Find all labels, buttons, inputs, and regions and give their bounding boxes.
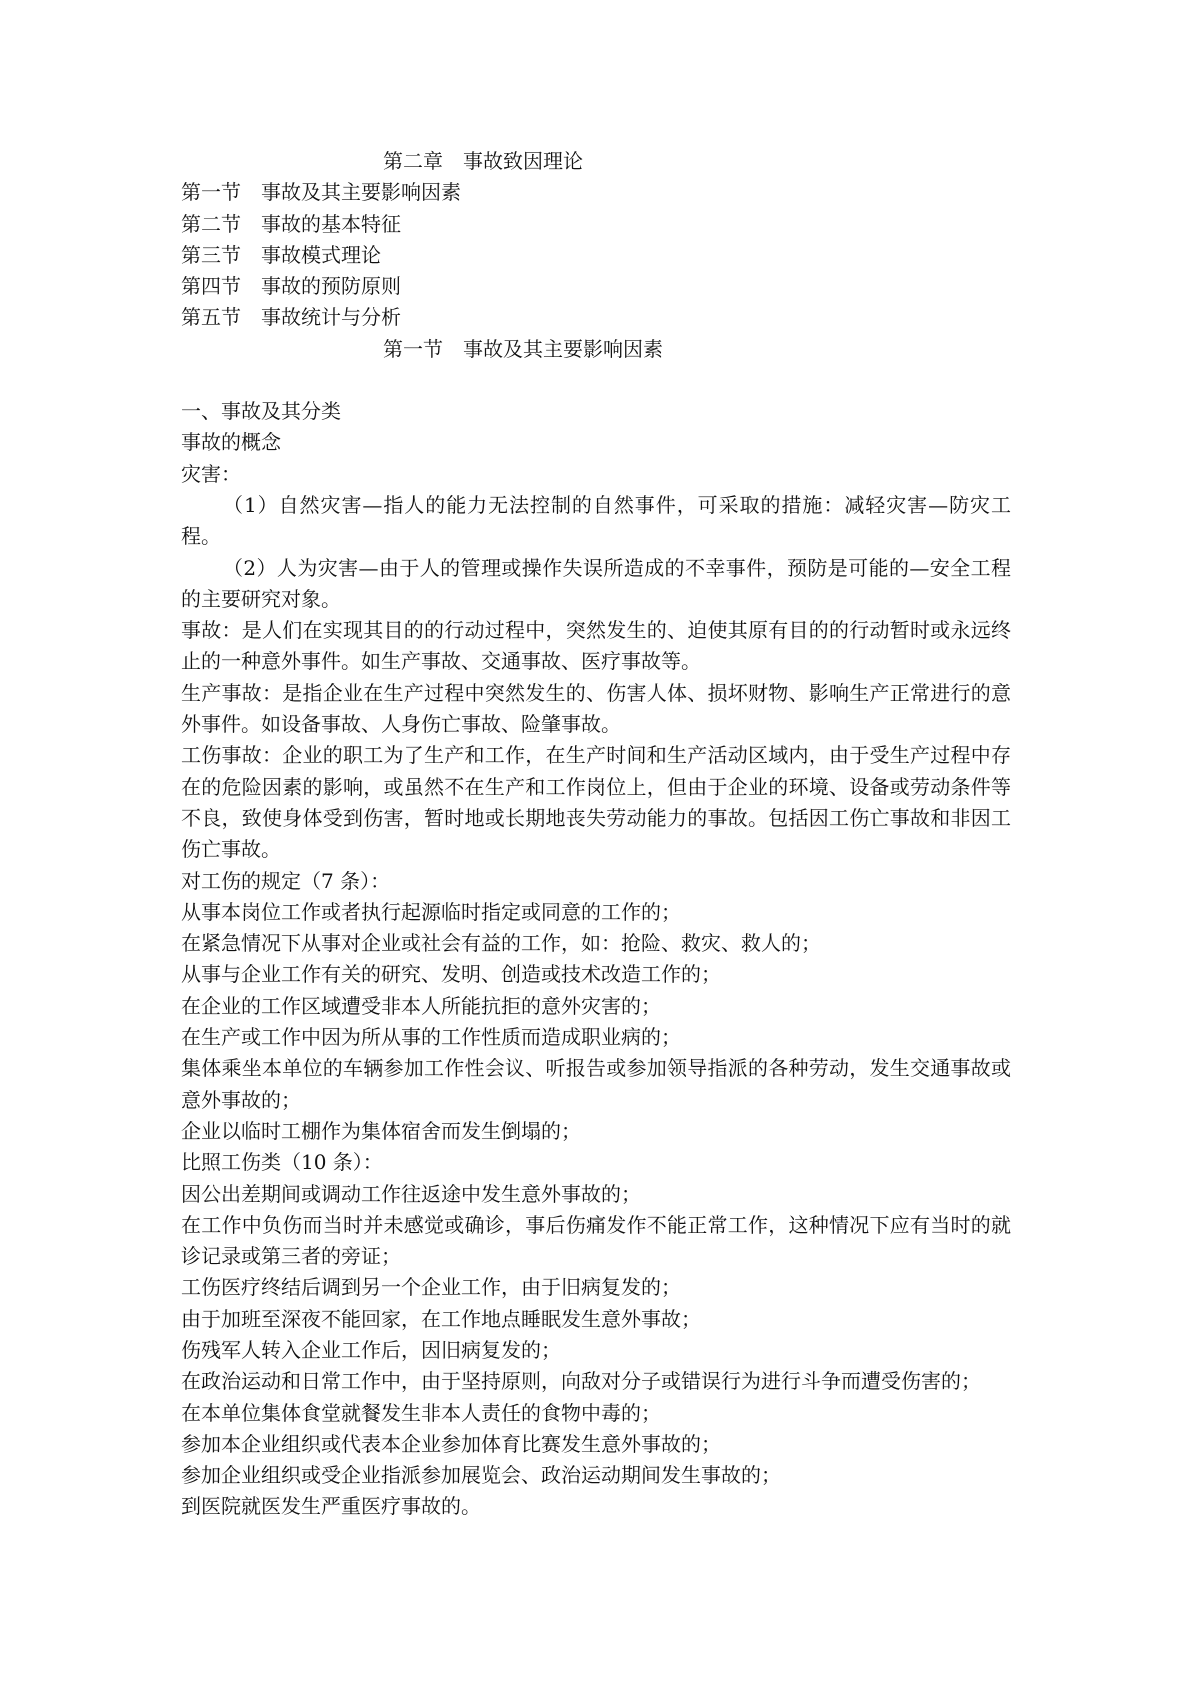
section-title: 第一节 事故及其主要影响因素 [383,336,663,361]
list-item: 从事本岗位工作或者执行起源临时指定或同意的工作的； [181,899,681,924]
disaster-item-human: （2）人为灾害—由于人的管理或操作失误所造成的不幸事件，预防是可能的—安全工程的主要研究对象。 [181,555,1011,611]
list-item: 集体乘坐本单位的车辆参加工作性会议、听报告或参加领导指派的各种劳动，发生交通事故或意外事故的； [181,1056,1011,1112]
list-item: 企业以临时工棚作为集体宿舍而发生倒塌的； [181,1118,581,1143]
table-of-contents [181,177,1011,333]
disaster-item-natural: （1）自然灾害—指人的能力无法控制的自然事件，可采取的措施：减轻灾害—防灾工程。 [181,492,1011,549]
list-item: 到医院就医发生严重医疗事故的。 [181,1494,481,1519]
heading-accident-concept: 事故的概念 [181,430,281,455]
list-item: 在政治运动和日常工作中，由于坚持原则，向敌对分子或错误行为进行斗争而遭受伤害的； [181,1369,981,1394]
list-item: 在企业的工作区域遭受非本人所能抗拒的意外灾害的； [181,993,661,1018]
list-item: 伤残军人转入企业工作后，因旧病复发的； [181,1337,561,1362]
list-item: 在工作中负伤而当时并未感觉或确诊，事后伤痛发作不能正常工作，这种情况下应有当时的就诊记录或第三者的旁证； [181,1212,1011,1269]
list-item: 在本单位集体食堂就餐发生非本人责任的食物中毒的； [181,1400,661,1425]
definition-production-accident: 生产事故：是指企业在生产过程中突然发生的、伤害人体、损坏财物、影响生产正常进行的意外事件。如设备事故、人身伤亡事故、险肇事故。 [181,680,1011,737]
list-item: 由于加班至深夜不能回家，在工作地点睡眠发生意外事故； [181,1306,701,1331]
work-injury-heading: 对工伤的规定（7 条）： [181,868,391,893]
comparable-injury-list [181,1179,1011,1523]
list-item: 参加企业组织或受企业指派参加展览会、政治运动期间发生事故的； [181,1463,781,1488]
list-item: 在生产或工作中因为所从事的工作性质而造成职业病的； [181,1025,681,1050]
spacer [181,365,1011,396]
document-page [181,146,1011,1523]
definition-accident: 事故：是人们在实现其目的的行动过程中，突然发生的、迫使其原有目的的行动暂时或永远终止的一种意外事件。如生产事故、交通事故、医疗事故等。 [181,618,1011,674]
toc-item: 第二节 事故的基本特征 [181,211,401,236]
list-item: 参加本企业组织或代表本企业参加体育比赛发生意外事故的； [181,1431,721,1456]
heading-accident-classification: 一、事故及其分类 [181,399,341,424]
toc-item: 第四节 事故的预防原则 [181,274,401,299]
list-item: 工伤医疗终结后调到另一个企业工作，由于旧病复发的； [181,1275,681,1300]
chapter-title: 第二章 事故致因理论 [383,149,583,173]
list-item: 因公出差期间或调动工作往返途中发生意外事故的； [181,1181,641,1206]
list-item: 从事与企业工作有关的研究、发明、创造或技术改造工作的； [181,962,721,987]
toc-item: 第五节 事故统计与分析 [181,305,401,330]
work-injury-list [181,897,1011,1147]
heading-disaster: 灾害： [181,461,241,486]
list-item: 在紧急情况下从事对企业或社会有益的工作，如：抢险、救灾、救人的； [181,931,821,956]
toc-item: 第一节 事故及其主要影响因素 [181,180,461,205]
comparable-injury-heading: 比照工伤类（10 条）： [181,1150,383,1175]
definition-work-injury-accident: 工伤事故：企业的职工为了生产和工作，在生产时间和生产活动区域内，由于受生产过程中存在的危险因素的影响，或虽然不在生产和工作岗位上，但由于企业的环境、设备或劳动条件等不良，致使身体受到伤害，暂时地或长期地丧失劳动能力的事故。包括因工伤亡事故和非因工伤亡事故。 [181,743,1011,862]
toc-item: 第三节 事故模式理论 [181,242,381,267]
